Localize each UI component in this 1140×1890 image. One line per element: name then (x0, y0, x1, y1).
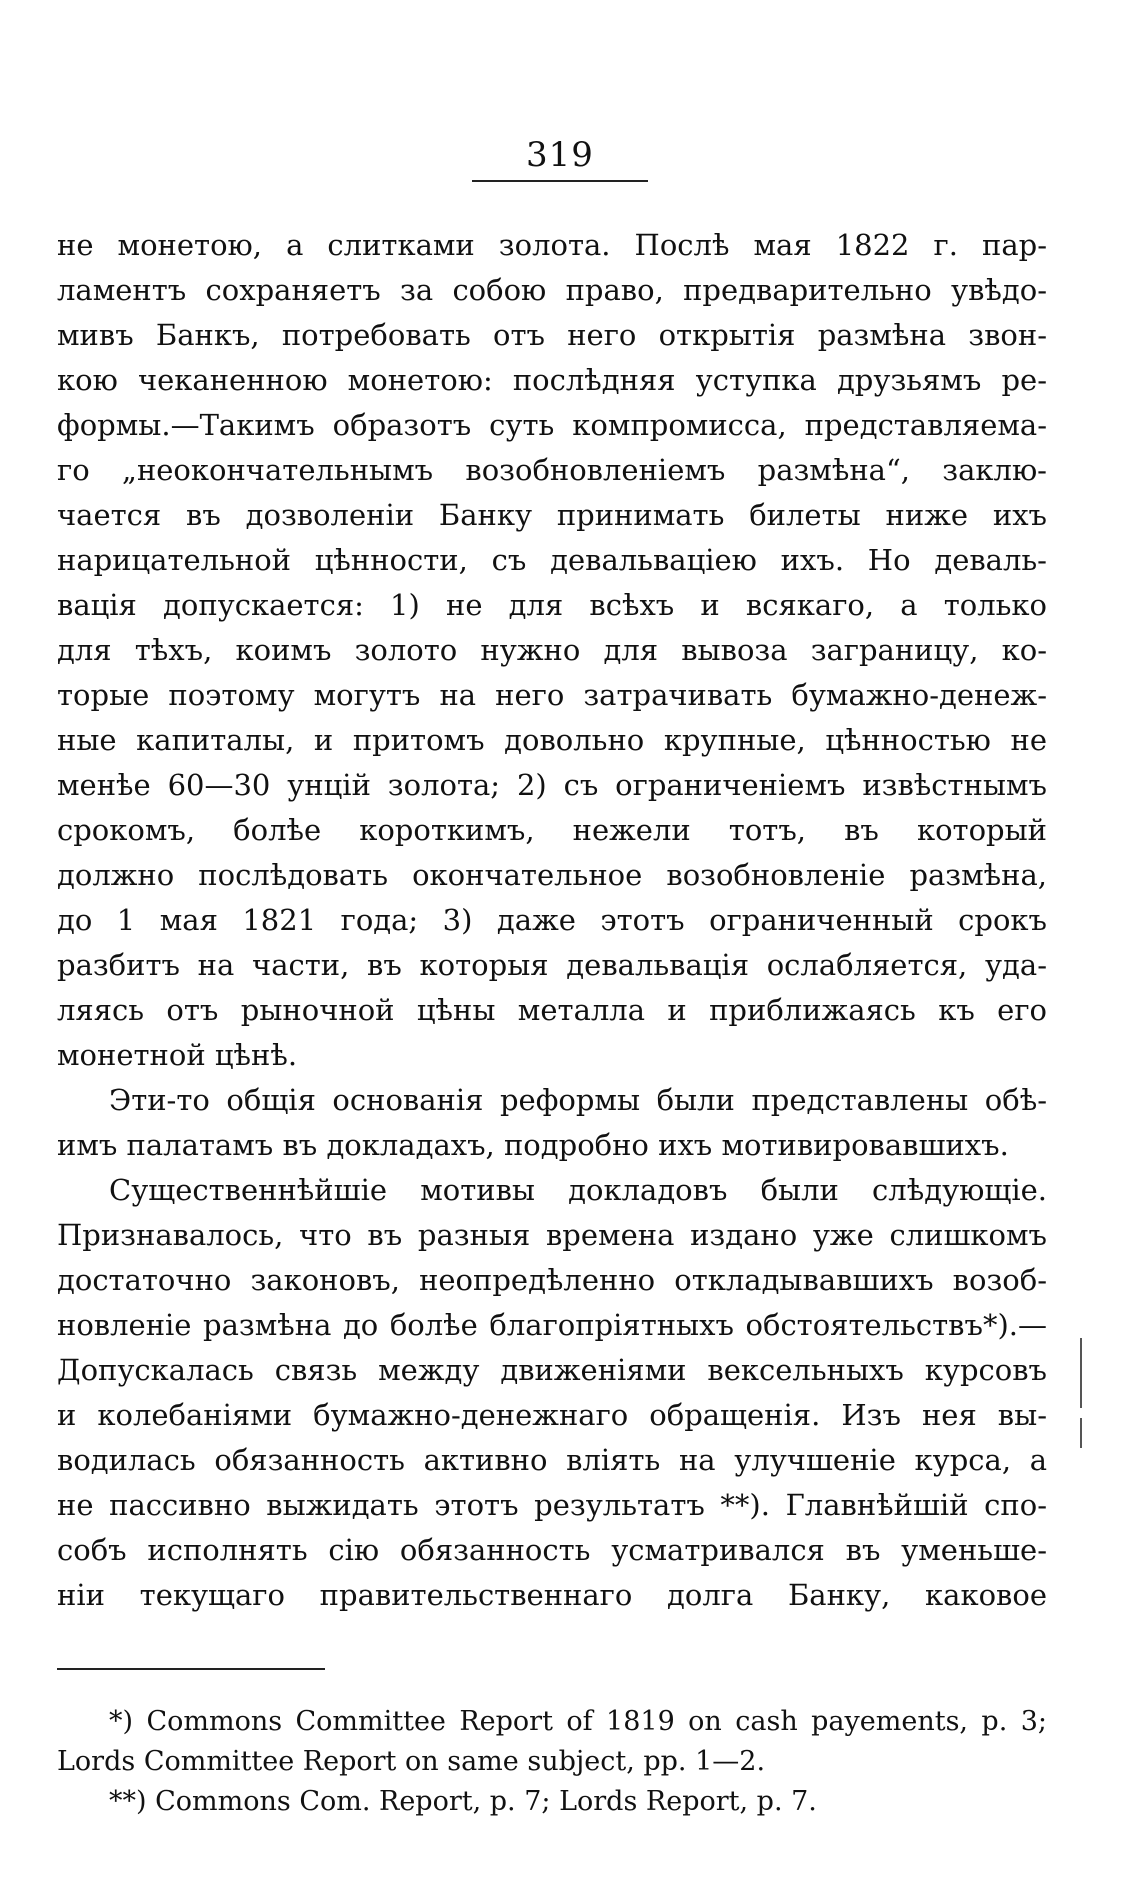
text-line: не пассивно выжидать этотъ результатъ **). Главнѣйшій спо- (57, 1488, 1047, 1522)
footnotes (57, 1702, 1047, 1822)
text-line: Эти-то общія основанія реформы были представлены обѣ- (109, 1083, 1047, 1117)
text-line: Признавалось, что въ разныя времена издано уже слишкомъ (57, 1218, 1047, 1252)
text-line: достаточно законовъ, неопредѣленно откладывавшихъ возоб- (57, 1263, 1047, 1297)
text-line: Существеннѣйшіе мотивы докладовъ были слѣдующіе. (109, 1173, 1047, 1207)
text-line: срокомъ, болѣе короткимъ, нежели тотъ, въ который (57, 813, 1047, 847)
text-line: чается въ дозволеніи Банку принимать билеты ниже ихъ (57, 498, 1047, 532)
margin-mark (1080, 1418, 1082, 1448)
page-number: 319 (526, 135, 594, 175)
text-line: ляясь отъ рыночной цѣны металла и приближаясь къ его (57, 993, 1047, 1027)
footnote-rule (57, 1668, 325, 1670)
text-line: новленіе размѣна до болѣе благопріятныхъ обстоятельствъ*).— (57, 1308, 1047, 1342)
text-line: кою чеканенною монетою: послѣдняя уступка друзьямъ ре- (57, 363, 1047, 397)
text-line: имъ палатамъ въ докладахъ, подробно ихъ мотивировавшихъ. (57, 1128, 1009, 1162)
text-line: монетной цѣнѣ. (57, 1038, 298, 1072)
text-line: Допускалась связь между движеніями вексельныхъ курсовъ (57, 1353, 1047, 1387)
text-line: не монетою, а слитками золота. Послѣ мая 1822 г. пар- (57, 228, 1047, 262)
text-line: собъ исполнять сію обязанность усматривался въ уменьше- (57, 1533, 1047, 1567)
text-line: нарицательной цѣнности, съ девальваціею ихъ. Но деваль- (57, 543, 1047, 577)
footnote-line: Lords Committee Report on same subject, pp. 1—2. (57, 1746, 766, 1777)
text-line: разбитъ на части, въ которыя девальвація ослабляется, уда- (57, 948, 1047, 982)
text-line: водилась обязанность активно вліять на улучшеніе курса, а (57, 1443, 1047, 1477)
margin-mark (1080, 1338, 1082, 1408)
text-line: формы.—Такимъ образотъ суть компромисса, представляема- (57, 408, 1047, 442)
page-number-rule (472, 180, 648, 182)
footnote-line: *) Commons Committee Report of 1819 on cash payements, p. 3; (109, 1706, 1047, 1737)
text-line: вація допускается: 1) не для всѣхъ и всякаго, а только (57, 588, 1047, 622)
text-line: ные капиталы, и притомъ довольно крупные, цѣнностью не (57, 723, 1047, 757)
text-line: ніи текущаго правительственнаго долга Банку, каковое (57, 1578, 1047, 1612)
text-line: менѣе 60—30 унцій золота; 2) съ ограниченіемъ извѣстнымъ (57, 768, 1047, 802)
footnote-line: **) Commons Com. Report, p. 7; Lords Report, p. 7. (109, 1786, 817, 1817)
text-line: го „неокончательнымъ возобновленіемъ размѣна“, заклю- (57, 453, 1047, 487)
text-line: и колебаніями бумажно-денежнаго обращенія. Изъ нея вы- (57, 1398, 1047, 1432)
text-line: торые поэтому могутъ на него затрачивать бумажно-денеж- (57, 678, 1047, 712)
text-line: мивъ Банкъ, потребовать отъ него открытія размѣна звон- (57, 318, 1047, 352)
text-line: до 1 мая 1821 года; 3) даже этотъ ограниченный срокъ (57, 903, 1047, 937)
text-line: для тѣхъ, коимъ золото нужно для вывоза заграницу, ко- (57, 633, 1047, 667)
text-line: должно послѣдовать окончательное возобновленіе размѣна, (57, 858, 1047, 892)
body-text (57, 223, 1047, 1618)
text-line: ламентъ сохраняетъ за собою право, предварительно увѣдо- (57, 273, 1047, 307)
